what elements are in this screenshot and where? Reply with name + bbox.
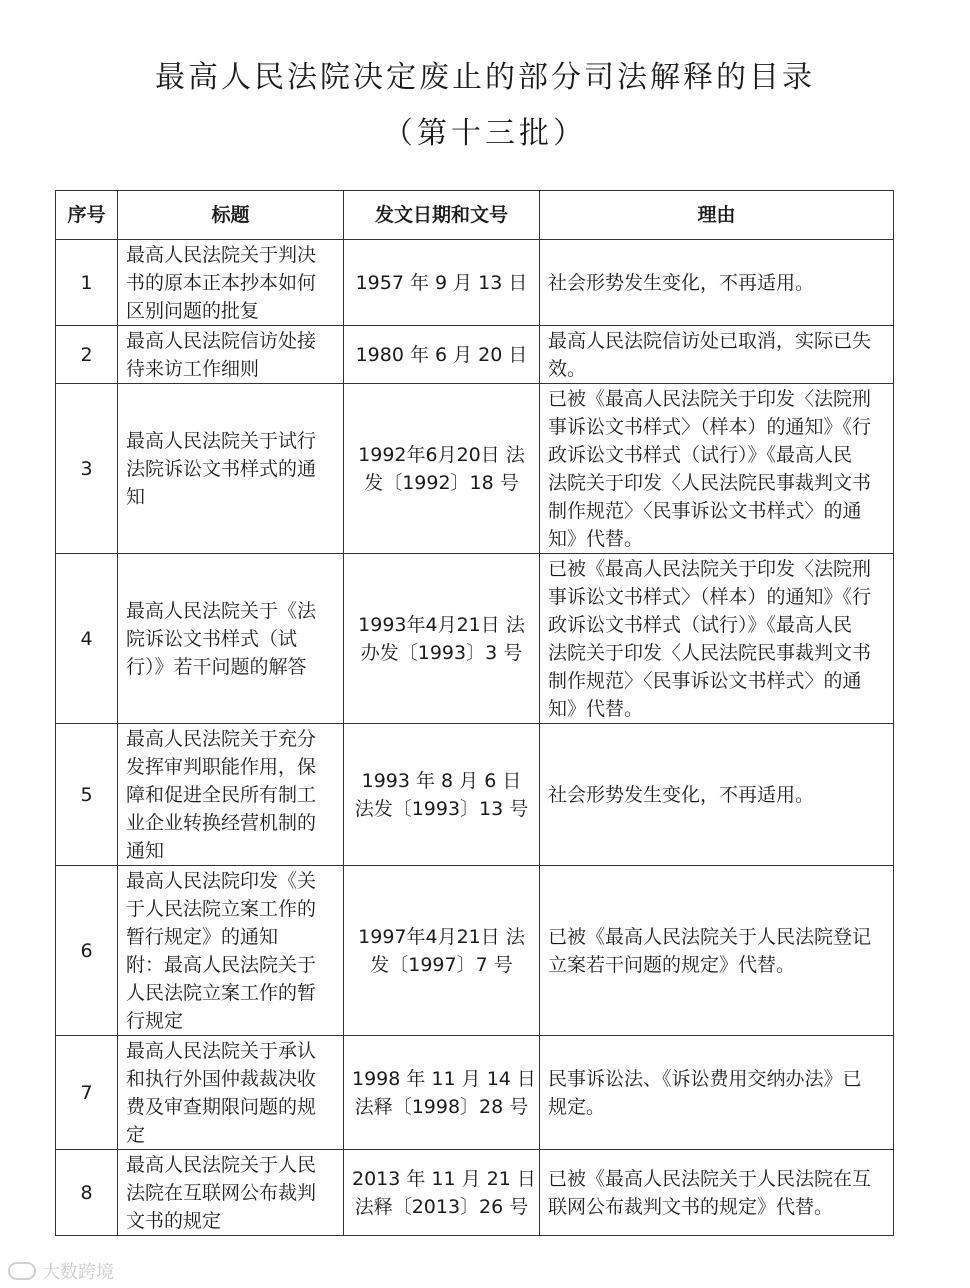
row-reason-line: 规定。 (548, 1095, 606, 1118)
table-header-row (56, 191, 894, 240)
row-number: 3 (56, 384, 118, 554)
row-date-docno-line: 1997年4月21日 法 (358, 925, 525, 948)
row-date-docno-line: 1993年4月21日 法 (358, 613, 525, 636)
row-title (118, 240, 344, 326)
row-date-docno-line: 法释〔2013〕26 号 (354, 1195, 529, 1218)
row-reason-line: 事诉讼文书样式〉（样本）的通知》《行 (548, 585, 872, 608)
row-reason (540, 1150, 894, 1236)
row-date-docno (344, 1036, 540, 1150)
row-title (118, 384, 344, 554)
row-title-line: 和执行外国仲裁裁决收 (126, 1067, 317, 1090)
document-subtitle: （第十三批） (383, 116, 587, 151)
row-date-docno (344, 240, 540, 326)
row-number: 6 (56, 866, 118, 1036)
row-reason (540, 384, 894, 554)
row-date-docno-line: 法释〔1998〕28 号 (354, 1095, 529, 1118)
table-row (56, 240, 894, 326)
row-title-line: 最高人民法院关于充分 (126, 727, 317, 750)
row-title-line: 于人民法院立案工作的 (126, 897, 317, 920)
row-date-docno (344, 554, 540, 724)
row-reason-line: 已被《最高人民法院关于人民法院在互 (548, 1167, 872, 1190)
row-date-docno-line: 1993 年 8 月 6 日 (361, 769, 522, 792)
header-title: 标题 (118, 191, 344, 240)
row-title-line: 区别问题的批复 (126, 299, 260, 322)
row-title (118, 724, 344, 866)
row-date-docno-line: 1980 年 6 月 20 日 (355, 343, 528, 366)
table-row (56, 1150, 894, 1236)
row-reason-line: 法院关于印发〈人民法院民事裁判文书 (548, 641, 872, 664)
row-title-line: 人民法院立案工作的暂 (126, 981, 317, 1004)
row-date-docno-line: 办发〔1993〕3 号 (360, 641, 523, 664)
header-date-and-docno: 发文日期和文号 (344, 191, 540, 240)
row-title-line: 暂行规定》的通知 (126, 925, 279, 948)
row-reason-line: 制作规范〉〈民事诉讼文书样式〉的通 (548, 669, 862, 692)
row-date-docno-line: 1957 年 9 月 13 日 (355, 271, 528, 294)
row-number: 2 (56, 326, 118, 384)
row-date-docno (344, 866, 540, 1036)
row-title (118, 1036, 344, 1150)
row-reason (540, 326, 894, 384)
row-title (118, 1150, 344, 1236)
row-title-line: 最高人民法院信访处接 (126, 329, 317, 352)
watermark-text: 大数跨境 (42, 1262, 114, 1283)
row-date-docno (344, 724, 540, 866)
table-row (56, 384, 894, 554)
row-reason-line: 政诉讼文书样式（试行）》《最高人民 (548, 613, 853, 636)
row-title-line: 院诉讼文书样式（试 (126, 627, 298, 650)
row-reason-line: 制作规范〉〈民事诉讼文书样式〉的通 (548, 499, 862, 522)
row-date-docno (344, 326, 540, 384)
row-date-docno-line: 发〔1992〕18 号 (364, 471, 519, 494)
row-title-line: 待来访工作细则 (126, 357, 260, 380)
row-title-line: 行规定 (126, 1009, 184, 1032)
row-number: 5 (56, 724, 118, 866)
row-reason-line: 政诉讼文书样式（试行）》《最高人民 (548, 443, 853, 466)
row-reason-line: 知》代替。 (548, 697, 644, 720)
table-row (56, 554, 894, 724)
row-reason-line: 联网公布裁判文书的规定》代替。 (548, 1195, 834, 1218)
row-reason (540, 240, 894, 326)
row-date-docno-line: 1992年6月20日 法 (358, 443, 525, 466)
row-reason-line: 民事诉讼法、《诉讼费用交纳办法》已 (548, 1067, 862, 1090)
header-reason: 理由 (540, 191, 894, 240)
row-reason-line: 法院关于印发〈人民法院民事裁判文书 (548, 471, 872, 494)
row-title-line: 定 (126, 1123, 146, 1146)
row-title (118, 326, 344, 384)
row-reason-line: 社会形势发生变化，不再适用。 (548, 783, 815, 806)
row-reason-line: 已被《最高人民法院关于印发〈法院刑 (548, 387, 872, 410)
row-reason-line: 效。 (548, 357, 587, 380)
row-title-line: 最高人民法院关于《法 (126, 599, 317, 622)
row-reason (540, 1036, 894, 1150)
row-title-line: 法院诉讼文书样式的通 (126, 457, 317, 480)
row-title-line: 最高人民法院关于判决 (126, 243, 317, 266)
table-row (56, 724, 894, 866)
row-reason-line: 最高人民法院信访处已取消，实际已失 (548, 329, 872, 352)
row-reason-line: 知》代替。 (548, 527, 644, 550)
table-row (56, 1036, 894, 1150)
row-title-line: 通知 (126, 839, 165, 862)
row-title-line: 最高人民法院关于人民 (126, 1153, 317, 1176)
row-number: 1 (56, 240, 118, 326)
document-title: 最高人民法院决定废止的部分司法解释的目录 (155, 60, 815, 95)
row-reason-line: 社会形势发生变化，不再适用。 (548, 271, 815, 294)
row-date-docno (344, 384, 540, 554)
row-number: 8 (56, 1150, 118, 1236)
row-date-docno (344, 1150, 540, 1236)
row-date-docno-line: 1998 年 11 月 14 日 (352, 1067, 536, 1090)
row-title-line: 业企业转换经营机制的 (126, 811, 317, 834)
row-reason-line: 事诉讼文书样式〉（样本）的通知》《行 (548, 415, 872, 438)
row-title-line: 书的原本正本抄本如何 (126, 271, 317, 294)
row-title-line: 最高人民法院印发《关 (126, 869, 317, 892)
row-title (118, 866, 344, 1036)
row-reason (540, 554, 894, 724)
row-number: 7 (56, 1036, 118, 1150)
row-reason (540, 866, 894, 1036)
table-body (56, 240, 894, 1236)
row-title (118, 554, 344, 724)
row-title-line: 知 (126, 485, 146, 508)
row-title-line: 法院在互联网公布裁判 (126, 1181, 317, 1204)
row-number: 4 (56, 554, 118, 724)
row-title-line: 发挥审判职能作用，保 (126, 755, 317, 778)
watermark (8, 1258, 114, 1284)
row-title-line: 文书的规定 (126, 1209, 222, 1232)
row-date-docno-line: 发〔1997〕7 号 (370, 953, 513, 976)
row-title-line: 最高人民法院关于试行 (126, 429, 317, 452)
row-reason-line: 已被《最高人民法院关于印发〈法院刑 (548, 557, 872, 580)
watermark-logo-icon (8, 1262, 36, 1280)
row-title-line: 障和促进全民所有制工 (126, 783, 317, 806)
row-reason-line: 已被《最高人民法院关于人民法院登记 (548, 925, 872, 948)
row-date-docno-line: 法发〔1993〕13 号 (354, 797, 529, 820)
table-row (56, 866, 894, 1036)
row-date-docno-line: 2013 年 11 月 21 日 (352, 1167, 536, 1190)
row-reason-line: 立案若干问题的规定》代替。 (548, 953, 796, 976)
table-row (56, 326, 894, 384)
row-title-line: 行）》若干问题的解答 (126, 655, 307, 678)
header-number: 序号 (56, 191, 118, 240)
row-title-line: 附：最高人民法院关于 (126, 953, 317, 976)
row-reason (540, 724, 894, 866)
catalog-table (55, 190, 894, 1236)
row-title-line: 最高人民法院关于承认 (126, 1039, 317, 1062)
row-title-line: 费及审查期限问题的规 (126, 1095, 317, 1118)
